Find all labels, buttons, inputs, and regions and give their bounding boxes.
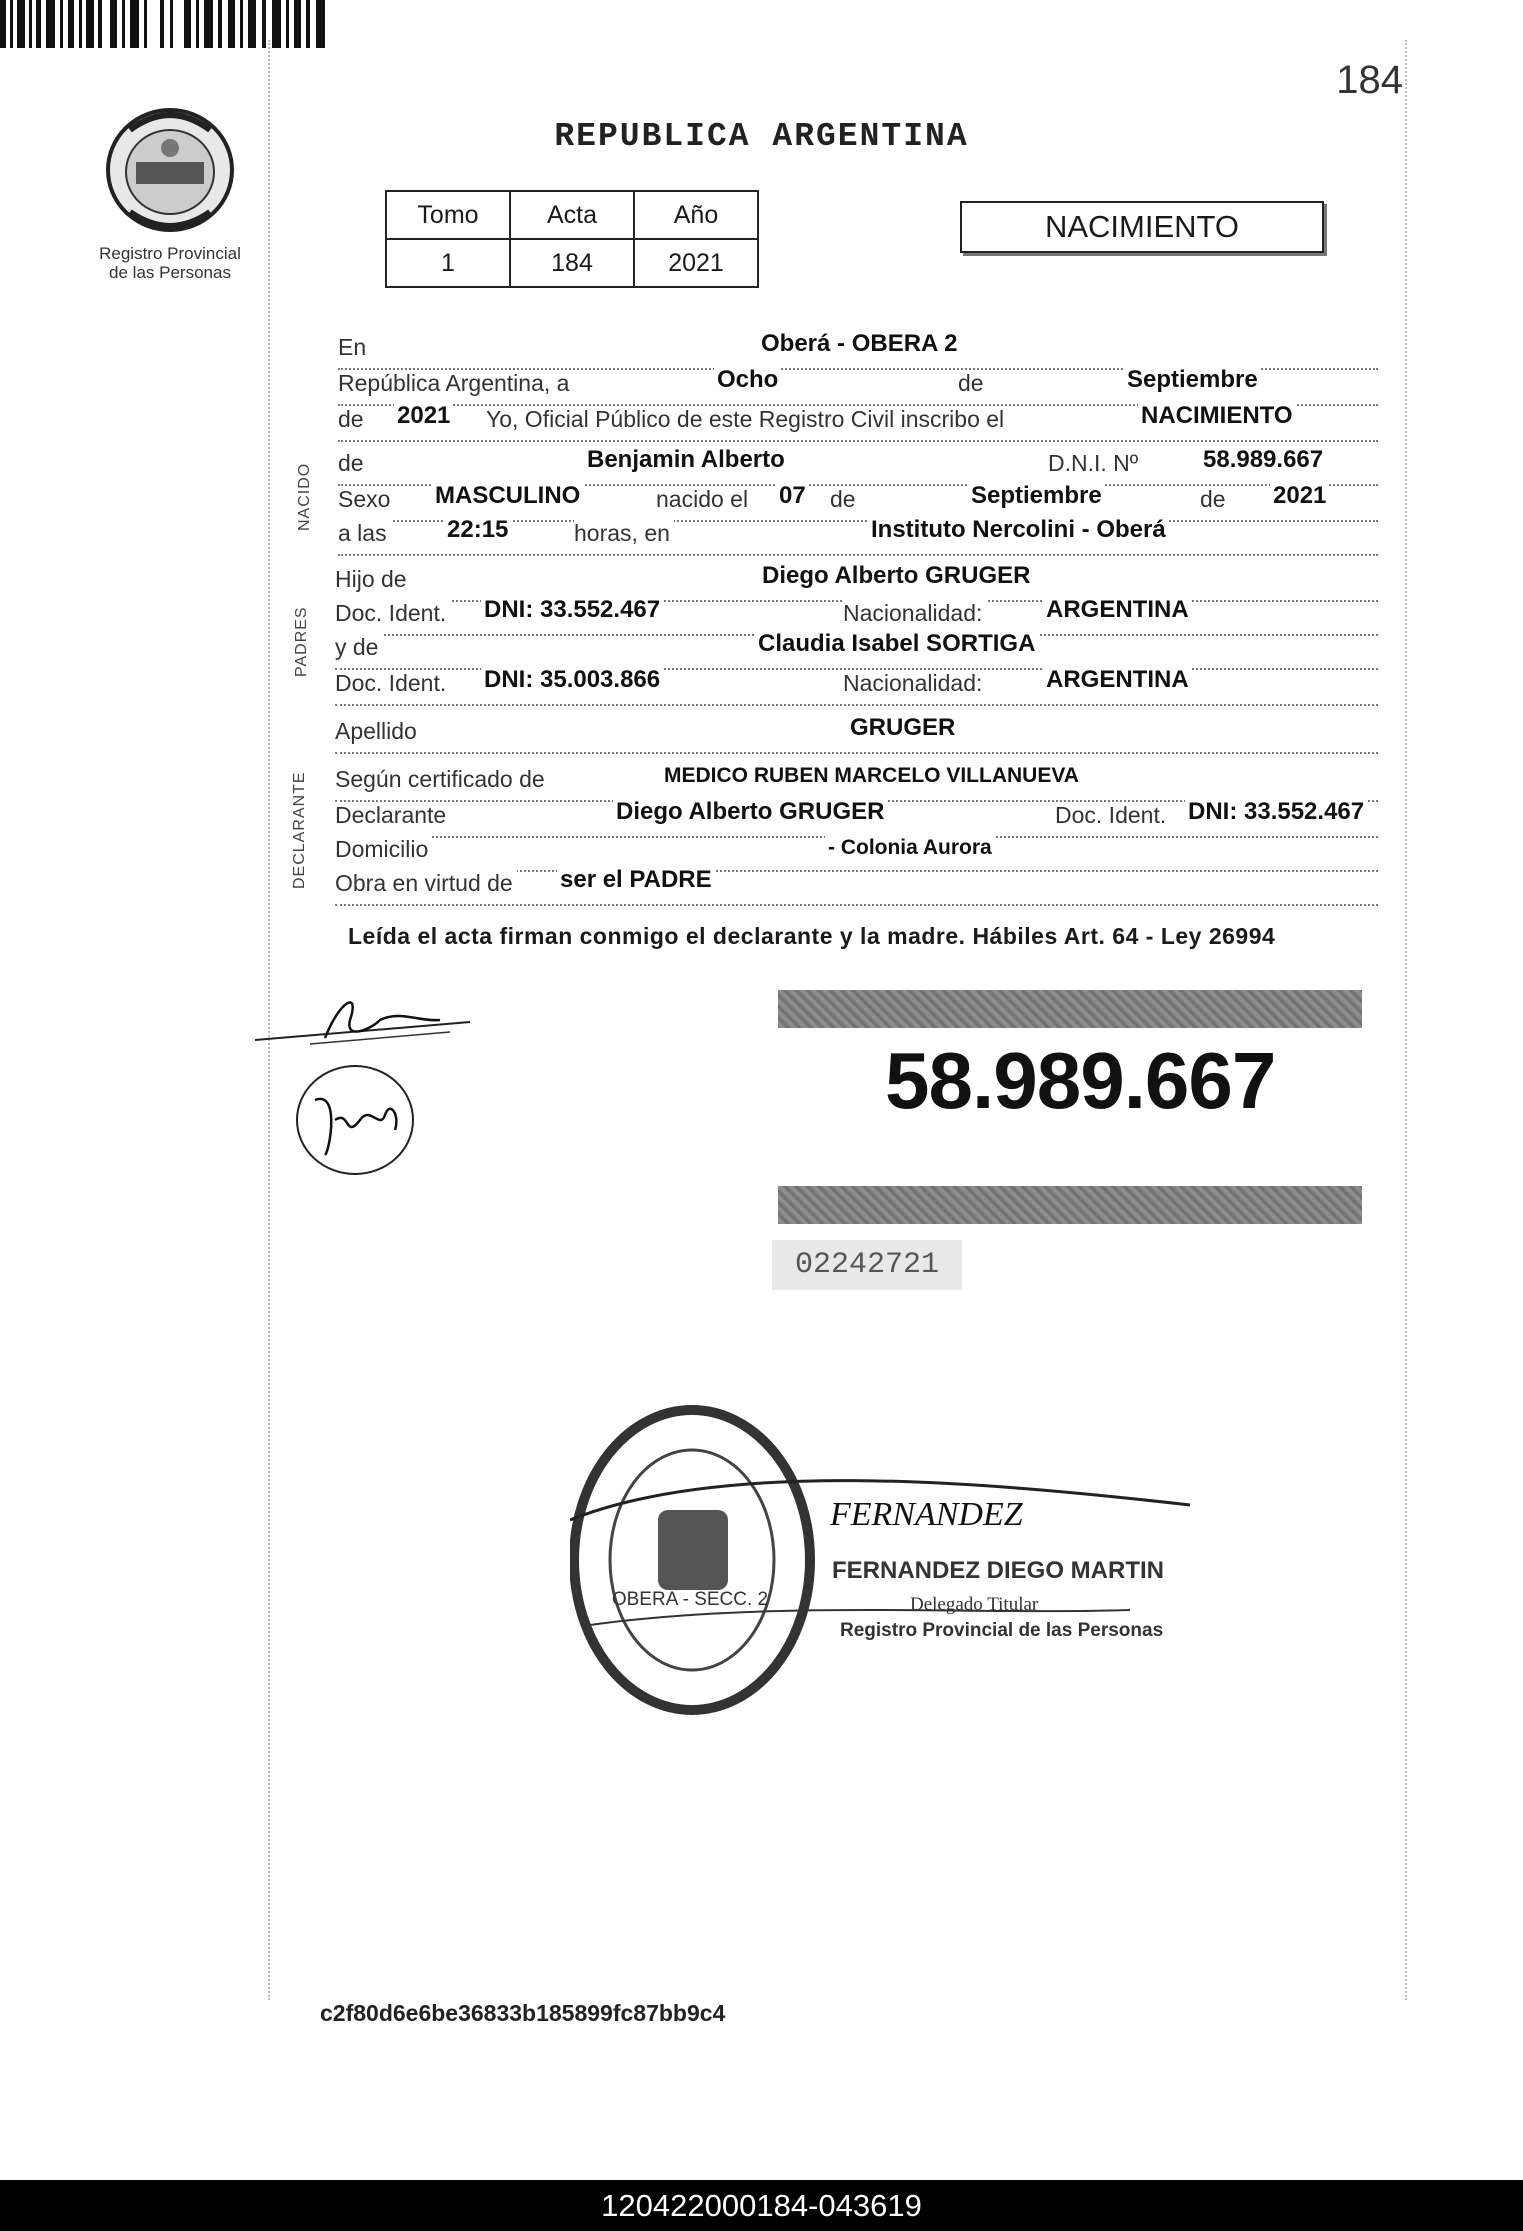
value-birth-place: Instituto Nercolini - Oberá (868, 516, 1169, 544)
serial-number: 02242721 (772, 1240, 962, 1290)
value-father-doc: DNI: 33.552.467 (481, 596, 663, 624)
record-type-box: NACIMIENTO (960, 201, 1324, 253)
value-certificate: MEDICO RUBEN MARCELO VILLANUEVA (661, 764, 1082, 788)
row-time (338, 516, 1378, 556)
inscribo-text: Yo, Oficial Público de este Registro Civil inscribo el (486, 406, 1008, 433)
row-mother-doc (335, 666, 1378, 706)
value-ano: 2021 (634, 239, 758, 287)
page-number: 184 (1336, 58, 1403, 102)
document-title: REPUBLICA ARGENTINA (554, 118, 969, 155)
label-sex: Sexo (338, 486, 394, 513)
label-republica: República Argentina, a (338, 370, 573, 397)
header-acta: Acta (510, 191, 634, 239)
security-band-top (778, 990, 1362, 1028)
value-mother-doc: DNI: 35.003.866 (481, 666, 663, 694)
official-handwritten-signature: FERNANDEZ (830, 1496, 1023, 1533)
value-sex: MASCULINO (432, 482, 583, 510)
value-father-nationality: ARGENTINA (1043, 596, 1192, 624)
label-time: a las (338, 520, 391, 547)
section-label-born: NACIDO (296, 462, 313, 531)
value-day: Ocho (714, 366, 781, 394)
label-certificate: Según certificado de (335, 766, 549, 793)
record-table (385, 190, 759, 288)
label-capacity: Obra en virtud de (335, 870, 517, 897)
label-hours: horas, en (574, 520, 674, 547)
record-table-header-row (386, 191, 758, 239)
row-declarant (335, 798, 1378, 838)
value-name: Benjamin Alberto (584, 446, 788, 474)
row-name (338, 446, 1378, 486)
value-tomo: 1 (386, 239, 510, 287)
label-born: nacido el (656, 486, 752, 513)
section-label-parents: PADRES (293, 606, 310, 677)
value-birth-month: Septiembre (968, 482, 1105, 510)
dni-barcode (0, 0, 326, 48)
label-de-month: de (958, 370, 988, 397)
value-mother: Claudia Isabel SORTIGA (755, 630, 1038, 658)
header-ano: Año (634, 191, 758, 239)
value-birth-day: 07 (776, 482, 809, 510)
value-declarant-doc: DNI: 33.552.467 (1185, 798, 1367, 826)
label-birth-de2: de (1200, 486, 1230, 513)
row-surname (335, 714, 1378, 754)
legal-text: Leída el acta firman conmigo el declarante y la madre. Hábiles Art. 64 - Ley 26994 (348, 923, 1276, 949)
value-capacity: ser el PADRE (557, 866, 715, 894)
footer-code: 120422000184-043619 (0, 2180, 1523, 2231)
row-en (338, 330, 1378, 370)
label-mother: y de (335, 634, 382, 661)
document-hash: c2f80d6e6be36833b185899fc87bb9c4 (320, 2000, 726, 2026)
label-surname: Apellido (335, 718, 421, 745)
label-birth-de1: de (830, 486, 860, 513)
row-certificate (335, 766, 1378, 802)
label-mother-nationality: Nacionalidad: (843, 670, 986, 697)
right-margin-line (1405, 40, 1407, 2000)
value-inscribo: NACIMIENTO (1138, 402, 1296, 430)
value-father: Diego Alberto GRUGER (759, 562, 1033, 590)
header-tomo: Tomo (386, 191, 510, 239)
value-place-registration: Oberá - OBERA 2 (758, 330, 961, 358)
value-dni: 58.989.667 (1200, 446, 1326, 474)
label-de-year: de (338, 406, 368, 433)
value-address: - Colonia Aurora (825, 836, 995, 860)
label-address: Domicilio (335, 836, 432, 863)
official-org: Registro Provincial de las Personas (840, 1620, 1164, 1641)
row-address (335, 836, 1378, 872)
official-name: FERNANDEZ DIEGO MARTIN (832, 1557, 1164, 1584)
label-declarant: Declarante (335, 802, 450, 829)
registry-name (80, 244, 260, 282)
label-father-doc: Doc. Ident. (335, 600, 450, 627)
official-seal-stamp (570, 1400, 1210, 1730)
section-label-declarant: DECLARANTE (291, 771, 308, 889)
label-name: de (338, 450, 368, 477)
value-year: 2021 (394, 402, 453, 430)
registry-line-1: Registro Provincial (99, 244, 241, 263)
label-father: Hijo de (335, 566, 411, 593)
row-mother (335, 630, 1378, 670)
declarant-signature (250, 990, 480, 1060)
security-band-bottom (778, 1186, 1362, 1224)
seal-inner-text: OBERA - SECC. 2 (611, 1589, 769, 1610)
row-capacity (335, 866, 1378, 906)
value-surname: GRUGER (847, 714, 958, 742)
row-date (338, 366, 1378, 406)
mother-signature (290, 1060, 430, 1180)
dni-number-large: 58.989.667 (885, 1036, 1276, 1125)
label-en: En (338, 334, 370, 361)
value-mother-nationality: ARGENTINA (1043, 666, 1192, 694)
label-declarant-doc: Doc. Ident. (1055, 802, 1170, 829)
value-birth-year: 2021 (1270, 482, 1329, 510)
value-month: Septiembre (1124, 366, 1261, 394)
value-acta: 184 (510, 239, 634, 287)
official-role: Delegado Titular (910, 1594, 1039, 1615)
row-year (338, 402, 1378, 442)
label-dni: D.N.I. Nº (1048, 450, 1142, 477)
record-table-value-row (386, 239, 758, 287)
label-father-nationality: Nacionalidad: (843, 600, 986, 627)
registry-line-2: de las Personas (109, 263, 231, 282)
value-time: 22:15 (444, 516, 511, 544)
value-declarant: Diego Alberto GRUGER (613, 798, 887, 826)
label-mother-doc: Doc. Ident. (335, 670, 450, 697)
